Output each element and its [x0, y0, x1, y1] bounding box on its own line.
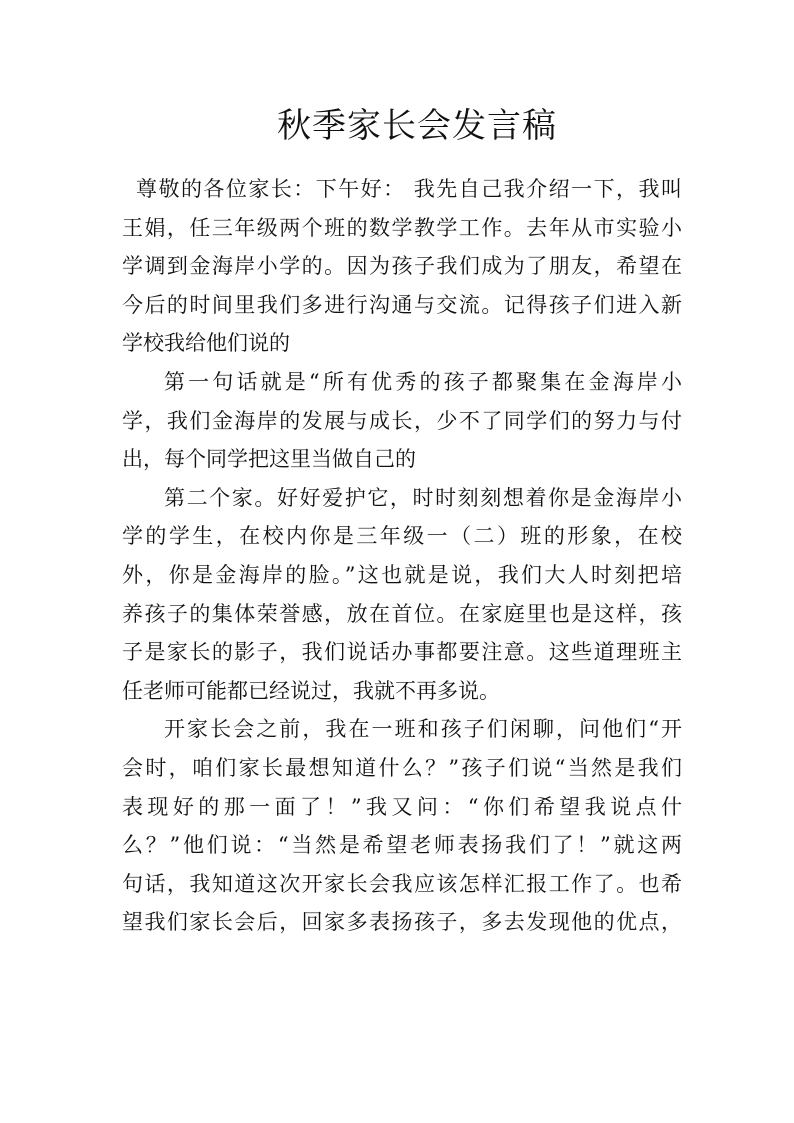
document-title: 秋季家长会发言稿: [277, 106, 557, 146]
text-line: 第二个家。好好爱护它，时时刻刻想着你是金海岸小: [164, 485, 682, 510]
text-line: 表现好的那一面了！”我又问：“你们希望我说点什: [122, 794, 682, 819]
text-line: 学校我给他们说的: [122, 331, 290, 356]
text-line: 句话，我知道这次开家长会我应该怎样汇报工作了。也希: [122, 871, 682, 896]
text-line: 么？”他们说：“当然是希望老师表扬我们了！”就这两: [122, 833, 682, 858]
document-body: [122, 170, 682, 942]
text-line: 今后的时间里我们多进行沟通与交流。记得孩子们进入新: [122, 292, 682, 317]
text-line: 望我们家长会后，回家多表扬孩子，多去发现他的优点，: [122, 910, 682, 935]
text-line: 任老师可能都已经说过，我就不再多说。: [122, 678, 500, 703]
text-line: 外，你是金海岸的脸。”这也就是说，我们大人时刻把培: [122, 562, 682, 587]
text-line: 学的学生，在校内你是三年级一（二）班的形象，在校: [122, 524, 682, 549]
text-line: 王娟，任三年级两个班的数学教学工作。去年从市实验小: [122, 215, 682, 240]
text-line: 第一句话就是“所有优秀的孩子都聚集在金海岸小: [164, 369, 682, 394]
text-line: 学调到金海岸小学的。因为孩子我们成为了朋友，希望在: [122, 254, 682, 279]
text-line: 学，我们金海岸的发展与成长，少不了同学们的努力与付: [122, 408, 682, 433]
text-line: 子是家长的影子，我们说话办事都要注意。这些道理班主: [122, 640, 682, 665]
text-line: 会时，咱们家长最想知道什么？”孩子们说“当然是我们: [122, 755, 682, 780]
text-line: 出，每个同学把这里当做自己的: [122, 447, 416, 472]
text-line: 养孩子的集体荣誉感，放在首位。在家庭里也是这样，孩: [122, 601, 682, 626]
text-line: 尊敬的各位家长：下午好： 我先自己我介绍一下，我叫: [136, 177, 682, 201]
text-line: 开家长会之前，我在一班和孩子们闲聊，问他们“开: [164, 717, 682, 742]
